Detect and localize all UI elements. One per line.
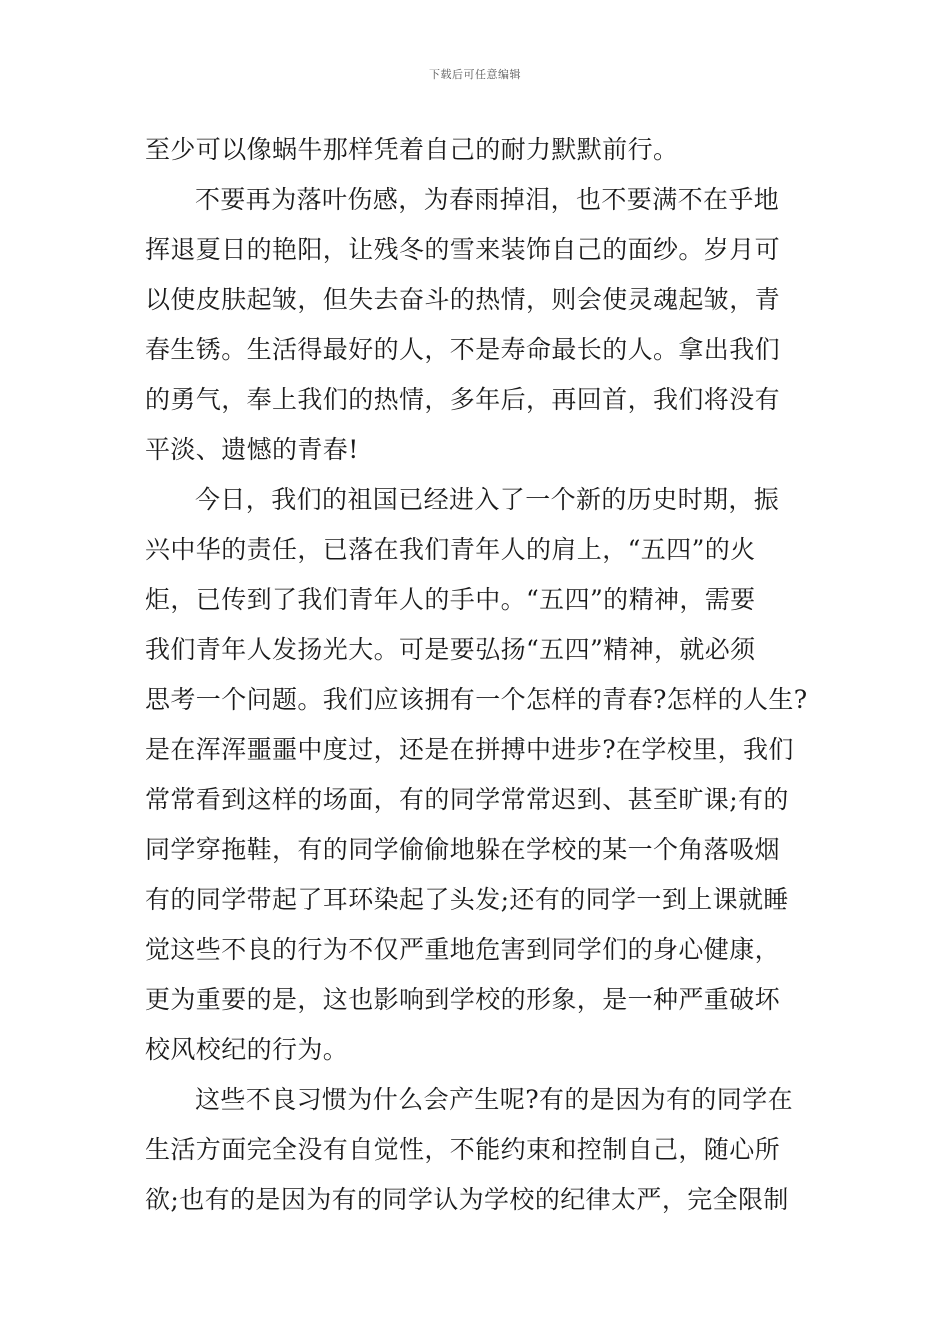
header-note: 下载后可任意编辑 — [429, 68, 521, 81]
text-line: 更为重要的是，这也影响到学校的形象，是一种严重破坏 — [145, 985, 781, 1014]
text-line: 我们青年人发扬光大。可是要弘扬“五四”精神，就必须 — [145, 635, 756, 664]
text-line: 校风校纪的行为。 — [145, 1035, 349, 1064]
text-line: 春生锈。生活得最好的人，不是寿命最长的人。拿出我们 — [145, 335, 781, 364]
text-line: 以使皮肤起皱，但失去奋斗的热情，则会使灵魂起皱，青 — [145, 285, 781, 314]
text-line: 思考一个问题。我们应该拥有一个怎样的青春?怎样的人生? — [145, 685, 808, 714]
text-line: 常常看到这样的场面，有的同学常常迟到、甚至旷课;有的 — [145, 785, 789, 814]
text-line: 至少可以像蜗牛那样凭着自己的耐力默默前行。 — [145, 135, 679, 164]
text-line: 有的同学带起了耳环染起了头发;还有的同学一到上课就睡 — [145, 885, 789, 914]
text-line: 欲;也有的是因为有的同学认为学校的纪律太严，完全限制 — [145, 1185, 789, 1214]
text-line: 这些不良习惯为什么会产生呢?有的是因为有的同学在 — [195, 1085, 794, 1114]
text-line: 觉这些不良的行为不仅严重地危害到同学们的身心健康， — [145, 935, 781, 964]
text-line: 今日，我们的祖国已经进入了一个新的历史时期，振 — [195, 485, 780, 514]
text-line: 平淡、遗憾的青春! — [145, 435, 359, 464]
text-line: 挥退夏日的艳阳，让残冬的雪来装饰自己的面纱。岁月可 — [145, 235, 781, 264]
text-line: 兴中华的责任，已落在我们青年人的肩上，“五四”的火 — [145, 535, 756, 564]
text-line: 的勇气，奉上我们的热情，多年后，再回首，我们将没有 — [145, 385, 781, 414]
text-line: 同学穿拖鞋，有的同学偷偷地躲在学校的某一个角落吸烟 — [145, 835, 781, 864]
text-line: 不要再为落叶伤感，为春雨掉泪，也不要满不在乎地 — [195, 185, 780, 214]
text-line: 是在浑浑噩噩中度过，还是在拼搏中进步?在学校里，我们 — [145, 735, 794, 764]
text-line: 生活方面完全没有自觉性，不能约束和控制自己，随心所 — [145, 1135, 781, 1164]
text-line: 炬，已传到了我们青年人的手中。“五四”的精神，需要 — [145, 585, 756, 614]
document-body — [145, 125, 810, 1225]
